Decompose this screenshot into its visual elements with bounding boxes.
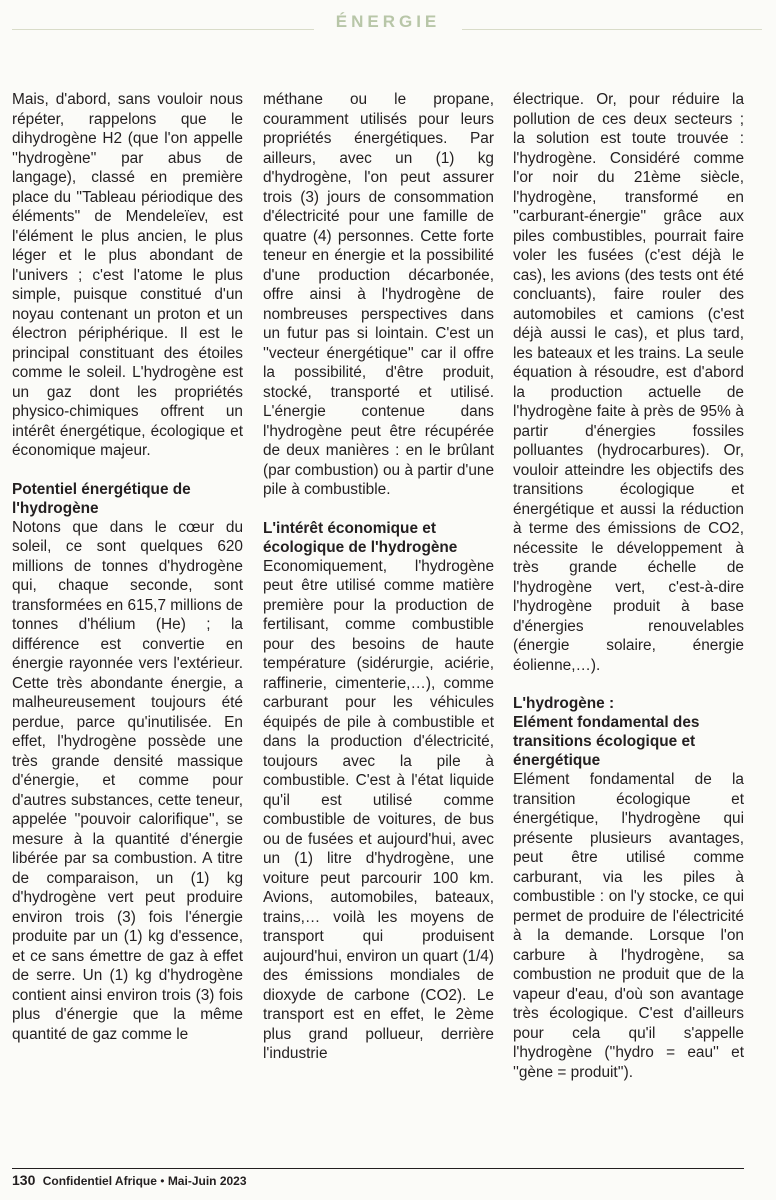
heading-line-2: Elément fondamental des transitions écologique et énergétique xyxy=(513,714,700,769)
intro-paragraph: Mais, d'abord, sans vouloir nous répéter, rappelons que le dihydrogène H2 (que l'on appelle ''hydrogène'' par abus de langage), classé en première place du ''Tableau périodique des éléments'' de Mendeleïev, est l'élément le plus ancien, le plus léger et le plus abondant de l'univers ; c'est l'atome le plus simple, puisque constitué d'un noyau contenant un proton et un électron périphérique. Il est le principal constituant des étoiles comme le soleil. L'hydrogène est un gaz dont les propriétés physico-chimiques offrent un intérêt énergétique, écologique et économique majeur. xyxy=(12,91,243,459)
section-label: ÉNERGIE xyxy=(335,12,441,31)
interet-economique-paragraph: Economiquement, l'hydrogène peut être utilisé comme matière première pour la production de fertilisant, comme combustible pour des besoins de haute température (sidérurgie, aciérie, raffinerie, cimenterie,…), comme carburant pour les véhicules équipés de pile à combustible et dans la production d'électricité, toujours avec la pile à combustible. C'est à l'état liquide qu'il est utilisé comme combustible de voitures, de bus ou de fusées et aujourd'hui, avec un (1) litre d'hydrogène, une voiture peut parcourir 100 km. Avions, automobiles, bateaux, trains,… voilà les moyens de transport qui produisent aujourd'hui, environ un quart (1/4) des émissions mondiales de dioxyde de carbone (CO2). Le transport est en effet, le 2ème plus grand pollueur, derrière l'industrie xyxy=(263,557,494,1062)
vecteur-energetique-paragraph: méthane ou le propane, couramment utilisés pour leurs propriétés énergétiques. Par ailleurs, avec un (1) kg d'hydrogène, l'on peut assurer trois (3) jours de consommation d'électricité pour une famille de quatre (4) personnes. Cette forte teneur en énergie et la possibilité d'une production décarbonée, offre ainsi à l'hydrogène de nombreuses perspectives dans un futur pas si lointain. C'est un ''vecteur énergétique'' car il offre la possibilité, d'être produit, stocké, transporté et utilisé. L'énergie contenue dans l'hydrogène peut être récupérée de deux manières : en le brûlant (par combustion) ou à partir d'une pile à combustible. xyxy=(263,91,494,498)
footer-rule xyxy=(12,1168,744,1169)
issue-date: Mai-Juin 2023 xyxy=(167,1174,247,1188)
heading-element-fondamental xyxy=(513,694,744,770)
header-rule-right xyxy=(462,29,762,30)
solution-paragraph: électrique. Or, pour réduire la pollution de ces deux secteurs ; la solution est toute trouvée : l'hydrogène. Considéré comme l'or noir du 21ème siècle, l'hydrogène, transformé en ''carburant-énergie'' grâce aux piles combustibles, pourrait faire voler les fusées (c'est déjà le cas), les avions (des tests ont été concluants), faire rouler des automobiles et camions (c'est déjà aussi le cas), et plus tard, les bateaux et les trains. La seule équation à résoudre, est d'abord la production actuelle de l'hydrogène faite à près de 95% à partir d'énergies fossiles polluantes (hydrocarbures). Or, vouloir atteindre les objectifs des transitions écologique et énergétique et aussi la réduction à terme des émissions de CO2, nécessite le développement à très grande échelle de l'hydrogène vert, c'est-à-dire l'hydrogène produit à base d'énergies renouvelables (énergie solaire, énergie éolienne,…). xyxy=(513,91,744,674)
page-number: 130 xyxy=(12,1172,36,1188)
heading-line-1: L'hydrogène : xyxy=(513,695,615,712)
heading-interet-economique: L'intérêt économique et écologique de l'hydrogène xyxy=(263,519,458,556)
page-header xyxy=(0,8,776,36)
potentiel-paragraph: Notons que dans le cœur du soleil, ce sont quelques 620 millions de tonnes d'hydrogène qui, chaque seconde, sont transformées en 615,7 millions de tonnes d'hélium (He) ; la différence est convertie en énergie rayonnée vers l'extérieur. Cette très abondante énergie, a malheureusement toujours été perdue, parce qu'inutilisée. En effet, l'hydrogène possède une très grande densité massique d'énergie, et comme pour d'autres substances, cette teneur, appelée ''pouvoir calorifique'', se mesure à la quantité d'énergie libérée par sa combustion. A titre de comparaison, un (1) kg d'hydrogène vert peut produire environ trois (3) fois l'énergie produite par un (1) kg d'essence, et ce sans émettre de gaz à effet de serre. Un (1) kg d'hydrogène contient ainsi environ trois (3) fois plus d'énergie que la même quantité de gaz comme le xyxy=(12,518,243,1043)
article-column-3 xyxy=(513,90,744,1082)
page-footer xyxy=(12,1172,247,1189)
element-fondamental-paragraph: Elément fondamental de la transition écologique et énergétique, l'hydrogène qui présente plusieurs avantages, peut être utilisé comme carburant, via les piles à combustible : on l'y stocke, ce qui permet de produire de l'électricité à la demande. Lorsque l'on carbure à l'hydrogène, sa combustion ne produit que de la vapeur d'eau, d'où son avantage très écologique. C'est d'ailleurs pour cela qu'il s'appelle l'hydrogène (''hydro = eau'' et ''gène = produit''). xyxy=(513,771,744,1081)
heading-potentiel-energetique: Potentiel énergétique de l'hydrogène xyxy=(12,480,191,517)
article-column-1 xyxy=(12,90,243,1044)
footer-separator: • xyxy=(160,1174,165,1188)
publication-name: Confidentiel Afrique xyxy=(42,1174,157,1188)
article-column-2 xyxy=(263,90,494,1064)
header-rule-left xyxy=(12,29,314,30)
